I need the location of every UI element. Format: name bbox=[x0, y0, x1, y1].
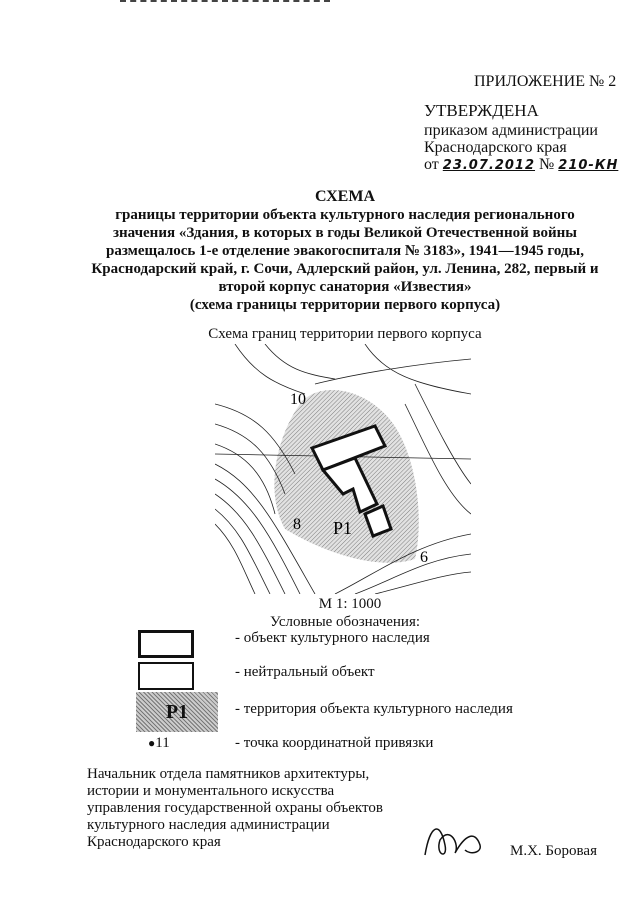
map-label-6: 6 bbox=[420, 549, 428, 566]
handwritten-signature bbox=[420, 815, 490, 865]
legend-label: - объект культурного наследия bbox=[235, 630, 430, 646]
title-line: второй корпус санатория «Известия» bbox=[218, 279, 472, 295]
map-label-p1: P1 bbox=[333, 518, 353, 538]
point-number: 11 bbox=[155, 735, 170, 751]
title-line: границы территории объекта культурного наследия регионального bbox=[115, 207, 575, 223]
position-line: Краснодарского края bbox=[87, 834, 221, 850]
document-title bbox=[60, 188, 630, 314]
approval-line: Краснодарского края bbox=[424, 139, 567, 156]
legend-territory-symbol: P1 bbox=[136, 692, 218, 732]
legend-label: - нейтральный объект bbox=[235, 664, 375, 680]
legend-point-symbol: ●11 bbox=[148, 735, 170, 751]
handwritten-date: 23.07.2012 bbox=[442, 158, 536, 173]
position-line: культурного наследия администрации bbox=[87, 817, 330, 833]
signatory-name: М.Х. Боровая bbox=[510, 843, 597, 859]
legend-heritage-object-symbol bbox=[138, 630, 194, 658]
title-heading: СХЕМА bbox=[314, 188, 376, 205]
map-caption: Схема границ территории первого корпуса bbox=[208, 326, 482, 342]
date-prefix: от bbox=[424, 156, 439, 173]
handwritten-number: 210-КН bbox=[558, 158, 619, 173]
approval-line: приказом администрации bbox=[424, 122, 598, 139]
position-line: Начальник отдела памятников архитектуры, bbox=[87, 766, 370, 782]
approval-date-line bbox=[424, 156, 618, 174]
annex-number: ПРИЛОЖЕНИЕ № 2 bbox=[474, 73, 617, 90]
map-scale: М 1: 1000 bbox=[318, 596, 382, 612]
map-label-10: 10 bbox=[290, 391, 306, 408]
title-line: размещалось 1-е отделение эвакогоспиталя № 3183», 1941—1945 годы, bbox=[106, 243, 584, 259]
position-line: истории и монументального искусства bbox=[87, 783, 335, 799]
title-line: Краснодарский край, г. Сочи, Адлерский район, ул. Ленина, 282, первый и bbox=[91, 261, 599, 277]
legend-label: - точка координатной привязки bbox=[235, 735, 434, 751]
approval-block bbox=[424, 102, 618, 174]
top-scan-mark bbox=[120, 0, 330, 4]
map-label-8: 8 bbox=[293, 516, 301, 533]
legend-label: - территория объекта культурного наследия bbox=[235, 701, 513, 717]
signatory-position bbox=[87, 766, 383, 851]
title-line: (схема границы территории первого корпуса) bbox=[189, 297, 501, 313]
approval-heading: УТВЕРЖДЕНА bbox=[424, 101, 539, 120]
legend-title: Условные обозначения: bbox=[270, 614, 421, 630]
number-prefix: № bbox=[539, 156, 555, 173]
legend-neutral-object-symbol bbox=[138, 662, 194, 690]
title-line: значения «Здания, в которых в годы Великой Отечественной войны bbox=[113, 225, 577, 241]
site-map bbox=[215, 344, 471, 594]
position-line: управления государственной охраны объектов bbox=[87, 800, 383, 816]
